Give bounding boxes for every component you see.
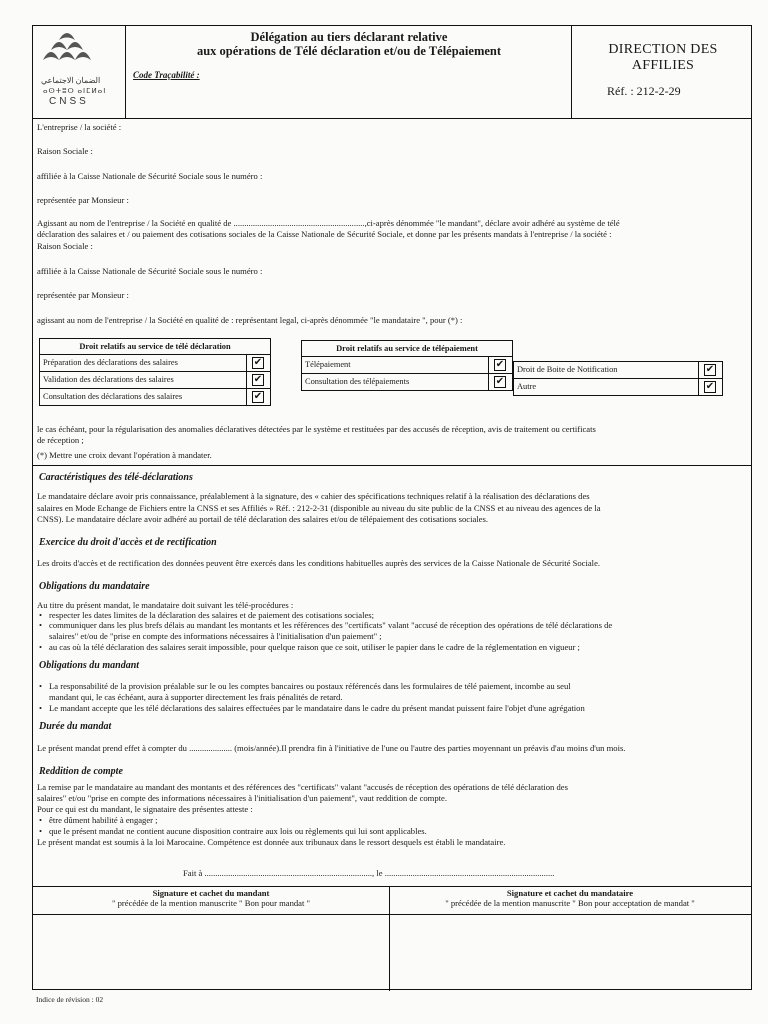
caracteristiques-text-1: Le mandataire déclare avoir pris connaissance, préalablement à la signature, des « cahier des spécifications techniques relatif à la réalisation des déclarations des xyxy=(37,491,590,501)
entreprise-field[interactable]: L'entreprise / la société : xyxy=(37,122,122,132)
table-autres xyxy=(513,361,723,396)
exercice-text: Les droits d'accès et de rectification des données peuvent être exercés dans les conditions habituelles auprès des services de la Caisse Nationale de Sécurité Sociale. xyxy=(37,558,601,568)
bullet-icon: • xyxy=(39,620,43,630)
obligations-mandataire-b2b: salaires" et/ou de "prise en compte des informations nécessaires à l'initialisation d'un paiement" ; xyxy=(49,631,382,641)
representant-field[interactable]: représentée par Monsieur : xyxy=(37,195,129,205)
bullet-icon: • xyxy=(39,610,43,620)
revision-index: Indice de révision : 02 xyxy=(36,995,104,1004)
row-validation[interactable] xyxy=(40,372,270,389)
row-label: Consultation des déclarations des salaires xyxy=(43,392,183,401)
reddition-text-3: Pour ce qui est du mandant, le signataire des présentes atteste : xyxy=(37,804,253,814)
table-telepaiement xyxy=(301,340,513,391)
agissant-text-2: déclaration des salaires et / ou paiement des cotisations sociales de la Caisse Nationale de Sécurité Sociale, et donne par les présents mandats à l'entreprise / la société : xyxy=(37,229,612,239)
row-label: Validation des déclarations des salaires xyxy=(43,375,174,384)
signature-mandant-box[interactable] xyxy=(33,915,388,990)
mandataire-affiliation-field[interactable]: affiliée à la Caisse Nationale de Sécurité Sociale sous le numéro : xyxy=(37,266,263,276)
reddition-b2: que le présent mandat ne contient aucune disposition contraire aux lois ou règlements qui lui sont applicables. xyxy=(49,826,427,836)
cnss-logo xyxy=(33,26,125,118)
logo-amazigh: ⴰⵙⵜⵓⵔ ⴰⵏⵎⵍⴰⵏ xyxy=(43,87,107,95)
checkbox-checked-icon[interactable]: ✔ xyxy=(253,357,263,368)
checkbox-checked-icon[interactable]: ✔ xyxy=(253,374,263,385)
table-teledeclaration-header: Droit relatifs au service de télé déclaration xyxy=(40,339,270,355)
fait-a-field[interactable]: Fait à .............................................................................., le ............................................................................... xyxy=(183,868,555,878)
signature-mandant-header xyxy=(33,888,389,908)
signature-mandataire-title: Signature et cachet du mandataire xyxy=(506,888,634,898)
reddition-text-2: salaires" et/ou "prise en compte des informations nécessaires à l'initialisation d'un paiement", vaut reddition de compte. xyxy=(37,793,448,803)
title-line-2: aux opérations de Télé déclaration et/ou de Télépaiement xyxy=(196,44,502,58)
row-label: Télépaiement xyxy=(305,360,351,369)
mandataire-agissant-text: agissant au nom de l'entreprise / la Société en qualité de : représentant legal, ci-après dénommée "le mandataire ", pour (*) : xyxy=(37,315,463,325)
row-consultation-telepaiements[interactable] xyxy=(302,374,512,390)
bullet-icon: • xyxy=(39,826,43,836)
section-caracteristiques-title: Caractéristiques des télé-déclarations xyxy=(39,472,193,483)
note-line-3: (*) Mettre une croix devant l'opération à mandater. xyxy=(37,450,212,460)
direction-line-1: DIRECTION DES xyxy=(608,42,718,57)
agissant-text-1: Agissant au nom de l'entreprise / la Société en qualité de .............................................................,ci-après dénommée "le mandant", déclare avoir adhéré au système de télé xyxy=(37,218,620,228)
section-exercice-title: Exercice du droit d'accès et de rectification xyxy=(39,537,217,548)
caracteristiques-text-3: CNSS). Le mandataire déclare avoir adhéré au portail de télé déclaration des salaires et/ou de télépaiement des cotisations sociales. xyxy=(37,514,488,524)
bullet-icon: • xyxy=(39,681,43,691)
signature-mandataire-header xyxy=(389,888,751,908)
title-line-1: Délégation au tiers déclarant relative xyxy=(250,30,448,44)
row-telepaiement[interactable] xyxy=(302,357,512,374)
row-consultation[interactable] xyxy=(40,389,270,405)
checkbox-checked-icon[interactable]: ✔ xyxy=(495,376,505,387)
form-frame xyxy=(32,25,752,990)
checkbox-checked-icon[interactable]: ✔ xyxy=(495,359,505,370)
obligations-mandataire-intro: Au titre du présent mandat, le mandataire doit suivant les télé-procédures : xyxy=(37,600,294,610)
caracteristiques-text-2: salaires en Mode Echange de Fichiers entre la CNSS et ses Affiliés » Réf. : 212-2-31 (disponible au niveau du site public de la CNSS et au niveau des agences de la xyxy=(37,503,601,513)
obligations-mandataire-b1: respecter les dates limites de la déclaration des salaires et de paiement des cotisations sociales; xyxy=(49,610,375,620)
row-label: Préparation des déclarations des salaires xyxy=(43,358,178,367)
row-boite-notification[interactable] xyxy=(514,362,722,379)
reference-number: Réf. : 212-2-29 xyxy=(607,84,681,98)
note-line-1: le cas échéant, pour la régularisation des anomalies déclaratives détectées par le système et restituées par des accusés de réception, avis de traitement ou certificats xyxy=(37,424,596,434)
cnss-logo-icon xyxy=(33,26,125,76)
bullet-icon: • xyxy=(39,815,43,825)
signature-mandant-title: Signature et cachet du mandant xyxy=(152,888,270,898)
reddition-b1: être dûment habilité à engager ; xyxy=(49,815,158,825)
signature-mandataire-box[interactable] xyxy=(391,915,751,990)
obligations-mandant-b1a: La responsabilité de la provision préalable sur le ou les comptes bancaires ou postaux référencés dans les formulaires de télé paiement, incombe au seul xyxy=(49,681,571,691)
obligations-mandant-b2: Le mandant accepte que les télé déclarations des salaires effectuées par le mandataire dans le cadre du présent mandat puissent faire l'objet d'une agrégation xyxy=(49,703,585,713)
direction-line-2: AFFILIES xyxy=(631,58,695,73)
reddition-text-1: La remise par le mandataire au mandant des montants et des références des "certificats" valant "accusés de réception des opérations de télé déclaration des xyxy=(37,782,568,792)
checkbox-checked-icon[interactable]: ✔ xyxy=(705,364,715,375)
note-line-2: de réception ; xyxy=(37,435,84,445)
reddition-text-4: Le présent mandat est soumis à la loi Marocaine. Compétence est donnée aux tribunaux dans le ressort desquels est établi le mandataire. xyxy=(37,837,506,847)
checkbox-checked-icon[interactable]: ✔ xyxy=(705,381,715,392)
code-tracabilite: Code Traçabilité : xyxy=(133,70,200,80)
duree-text[interactable]: Le présent mandat prend effet à compter du .................... (mois/année).Il prendra fin à l'initiative de l'une ou l'autre des parties moyennant un préavis d'au moins d'un mois. xyxy=(37,743,626,753)
bullet-icon: • xyxy=(39,703,43,713)
document-title xyxy=(129,30,569,58)
mandataire-raison-field[interactable]: Raison Sociale : xyxy=(37,241,93,251)
section-reddition-title: Reddition de compte xyxy=(39,766,123,777)
section-duree-title: Durée du mandat xyxy=(39,721,112,732)
obligations-mandataire-b2a: communiquer dans les plus brefs délais au mandant les montants et les références des "certificats" valant "accusé de réception des opérations de télé déclarations de xyxy=(49,620,613,630)
row-label: Autre xyxy=(517,382,537,391)
table-telepaiement-header: Droit relatifs au service de télépaiement xyxy=(302,341,512,357)
checkbox-checked-icon[interactable]: ✔ xyxy=(253,391,263,402)
row-label: Consultation des télépaiements xyxy=(305,377,410,386)
signature-mandant-sub: " précédée de la mention manuscrite " Bon pour mandat " xyxy=(111,898,311,908)
row-label: Droit de Boite de Notification xyxy=(517,365,618,374)
signature-mandataire-sub: " précédée de la mention manuscrite " Bon pour acceptation de mandat " xyxy=(445,898,695,908)
row-preparation[interactable] xyxy=(40,355,270,372)
section-obligations-mandant-title: Obligations du mandant xyxy=(39,660,140,671)
obligations-mandataire-b3: au cas où la télé déclaration des salaires serait impossible, pour quelque raison que ce soit, utiliser le papier dans le cadre de la réglementation en vigueur ; xyxy=(49,642,580,652)
logo-name: CNSS xyxy=(49,96,89,107)
obligations-mandant-b1b: mandant qui, le cas échéant, aura à supporter directement les frais pénalités de retard. xyxy=(49,692,343,702)
raison-sociale-field[interactable]: Raison Sociale : xyxy=(37,146,93,156)
bullet-icon: • xyxy=(39,642,43,652)
logo-arabic: الضمان الاجتماعي xyxy=(41,76,101,85)
mandataire-representant-field[interactable]: représentée par Monsieur : xyxy=(37,290,129,300)
table-teledeclaration xyxy=(39,338,271,406)
direction-label xyxy=(573,42,753,74)
affiliation-number-field[interactable]: affiliée à la Caisse Nationale de Sécurité Sociale sous le numéro : xyxy=(37,171,263,181)
section-obligations-mandataire-title: Obligations du mandataire xyxy=(39,581,150,592)
row-autre[interactable] xyxy=(514,379,722,395)
